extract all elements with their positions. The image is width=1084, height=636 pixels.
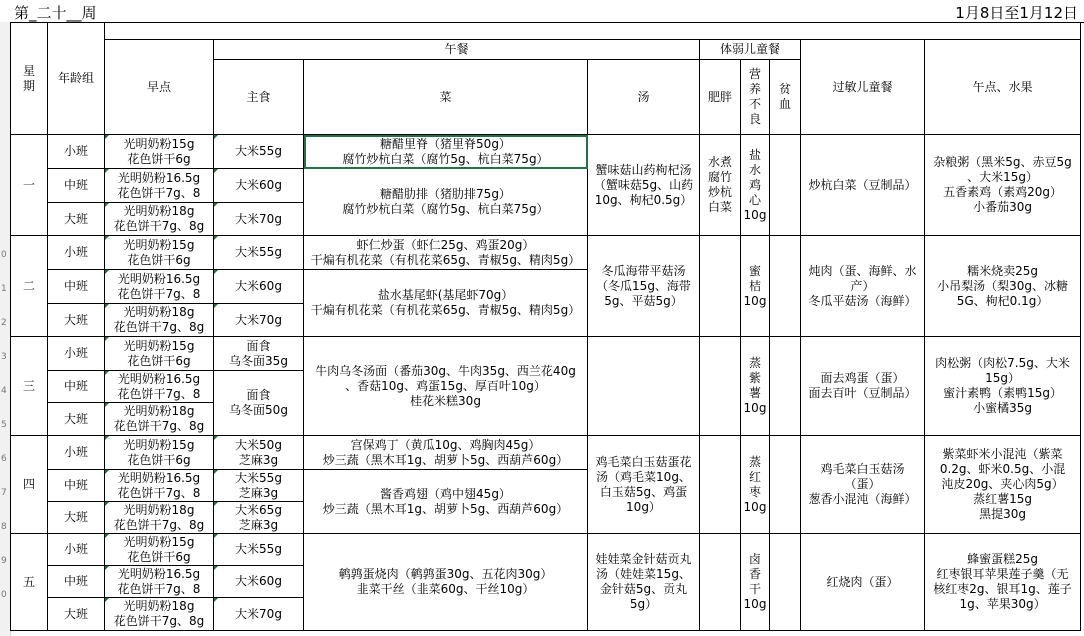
soup-cell[interactable]: [588, 236, 700, 337]
malnutrition-line: 10g: [743, 401, 767, 415]
snack-line: 核红枣2g、银耳1g、莲子: [933, 582, 1072, 596]
allergy-line: 面去百叶（豆制品）: [808, 386, 917, 400]
breakfast-line: 光明奶粉16.5g: [117, 170, 201, 185]
breakfast-cell[interactable]: [105, 236, 214, 270]
malnutrition-line: 紫: [748, 371, 761, 385]
header-obese[interactable]: 肥胖: [700, 60, 741, 135]
age-group-cell[interactable]: 小班: [48, 236, 105, 270]
allergy-cell[interactable]: [801, 337, 925, 436]
table-row: [11, 337, 1081, 371]
age-group-cell[interactable]: 大班: [48, 403, 105, 436]
breakfast-line: 花色饼干7g、8g: [113, 219, 205, 233]
age-group-cell[interactable]: 中班: [48, 270, 105, 304]
breakfast-line: 花色饼干7g、8: [117, 286, 201, 301]
staple-line: 乌冬面50g: [229, 403, 288, 417]
allergy-line: 鸡毛菜白玉菇汤: [820, 462, 905, 476]
dish-line: 宫保鸡丁（黄瓜10g、鸡胸肉45g）: [350, 437, 541, 452]
malnutrition-line: 水: [748, 162, 761, 177]
soup-line: 冬瓜海带平菇汤: [601, 263, 686, 278]
breakfast-line: 光明奶粉15g: [123, 534, 195, 549]
age-group-cell[interactable]: 中班: [48, 371, 105, 403]
age-group-cell[interactable]: 小班: [48, 534, 105, 566]
breakfast-line: 光明奶粉16.5g: [117, 271, 201, 286]
obese-line: 腐竹: [707, 170, 732, 184]
staple-line: 芝麻3g: [238, 485, 279, 500]
dish-cell[interactable]: [304, 169, 588, 236]
staple-cell[interactable]: [214, 470, 304, 502]
snack-line: 、大米15g）: [967, 170, 1038, 184]
breakfast-line: 光明奶粉18g: [123, 599, 195, 613]
breakfast-line: 光明奶粉16.5g: [117, 470, 201, 485]
soup-line: 娃娃菜金针菇贡丸: [595, 552, 692, 566]
week-label[interactable]: 第_二十__周: [14, 4, 97, 22]
breakfast-cell[interactable]: [105, 371, 214, 403]
dish-line: 牛肉乌冬汤面（番茄30g、牛肉35g、西兰花40g: [315, 363, 576, 378]
snack-line: 小蜜橘35g: [973, 401, 1032, 415]
dish-line: 韭菜干丝（韭菜60g、干丝10g）: [356, 582, 535, 596]
breakfast-cell[interactable]: [105, 135, 214, 169]
age-group-cell[interactable]: 大班: [48, 304, 105, 337]
dish-line: 糖醋肋排（猪肋排75g）: [380, 187, 511, 201]
age-group-cell[interactable]: 小班: [48, 337, 105, 371]
snack-line: 紫菜虾米小混沌（紫菜: [942, 447, 1063, 461]
breakfast-cell[interactable]: [105, 534, 214, 566]
dish-line: 糖醋里脊（猪里脊50g）: [380, 136, 511, 151]
title-bar: [0, 0, 1084, 23]
staple-cell[interactable]: [214, 502, 304, 534]
snack-line: 糯米烧卖25g: [967, 263, 1038, 278]
staple-cell[interactable]: [214, 436, 304, 470]
breakfast-cell[interactable]: [105, 566, 214, 598]
snack-line: 五香素鸡（素鸡20g）: [943, 185, 1062, 199]
breakfast-cell[interactable]: [105, 502, 214, 534]
dish-cell[interactable]: [304, 135, 588, 169]
malnutrition-line: 心: [748, 192, 761, 207]
staple-line: 面食: [246, 338, 271, 353]
malnutrition-line: 蒸: [748, 454, 761, 469]
breakfast-line: 光明奶粉16.5g: [117, 566, 201, 581]
dish-line: 鹌鹑蛋烧肉（鹌鹑蛋30g、五花肉30g）: [338, 567, 553, 581]
soup-line: （蟹味菇5g、山药: [593, 177, 694, 192]
gutter-number: 3: [1, 352, 7, 362]
breakfast-line: 花色饼干6g: [127, 353, 191, 368]
allergy-cell[interactable]: [801, 236, 925, 337]
malnutrition-line: 薯: [748, 386, 761, 400]
header-lunch[interactable]: 午餐: [214, 40, 700, 60]
age-group-cell[interactable]: 小班: [48, 135, 105, 169]
malnutrition-line: 卤: [748, 552, 761, 566]
allergy-line: 冬瓜平菇汤（海鲜）: [808, 293, 917, 308]
staple-line: 大米70g: [235, 606, 282, 621]
staple-line: 大米60g: [235, 279, 282, 293]
allergy-line: 红烧肉（蛋）: [826, 574, 899, 589]
snack-cell[interactable]: [925, 436, 1081, 534]
dish-line: 酱香鸡翅（鸡中翅45g）: [380, 486, 511, 501]
dish-cell[interactable]: [304, 534, 588, 631]
staple-line: 大米70g: [235, 211, 282, 226]
snack-line: 小番茄30g: [973, 200, 1032, 214]
breakfast-line: 花色饼干7g、8: [117, 485, 201, 500]
age-group-cell[interactable]: 中班: [48, 169, 105, 203]
soup-line: 10g）: [626, 499, 661, 514]
snack-line: 黑提30g: [979, 507, 1026, 521]
header-malnutrition-text: 营养不良: [749, 67, 762, 126]
staple-cell[interactable]: [214, 566, 304, 598]
staple-line: 大米60g: [235, 574, 282, 588]
snack-line: 小吊梨汤（梨30g、冰糖: [937, 278, 1068, 293]
malnutrition-line: 蜜: [748, 263, 761, 278]
breakfast-cell[interactable]: [105, 337, 214, 371]
snack-cell[interactable]: [925, 534, 1081, 631]
header-snack[interactable]: 午点、水果: [925, 40, 1081, 135]
day-cell[interactable]: 一: [11, 135, 48, 236]
malnutrition-line: 干: [748, 582, 761, 596]
header-breakfast[interactable]: 早点: [105, 40, 214, 135]
malnutrition-line: 盐: [748, 147, 761, 162]
gutter-number: 0: [1, 250, 7, 260]
malnutrition-cell[interactable]: [741, 534, 770, 631]
dish-line: 腐竹炒杭白菜（腐竹5g、杭白菜75g）: [342, 202, 549, 216]
allergy-line: 炒杭白菜（豆制品）: [808, 177, 917, 192]
soup-line: 5g、平菇5g）: [604, 293, 683, 308]
soup-line: 汤（鸡毛菜10g、: [596, 469, 691, 484]
snack-line: 红枣银耳苹果莲子羹（无: [936, 567, 1069, 581]
allergy-cell[interactable]: [801, 135, 925, 236]
obese-cell[interactable]: [700, 436, 741, 534]
age-group-cell[interactable]: 大班: [48, 203, 105, 236]
soup-line: （冬瓜15g、海带: [596, 278, 691, 293]
breakfast-cell[interactable]: [105, 436, 214, 470]
header-day-text: 星期: [23, 63, 36, 93]
malnutrition-line: 10g: [743, 207, 767, 222]
breakfast-line: 光明奶粉18g: [123, 502, 195, 517]
age-group-cell[interactable]: 小班: [48, 436, 105, 470]
day-cell[interactable]: 五: [11, 534, 48, 631]
staple-line: 大米65g: [235, 502, 282, 517]
dish-line: 桂花米糕30g: [410, 393, 481, 408]
staple-line: 芝麻3g: [238, 517, 279, 532]
snack-cell[interactable]: [925, 236, 1081, 337]
malnutrition-line: 10g: [743, 597, 767, 611]
allergy-line: 产）: [850, 278, 875, 293]
breakfast-line: 花色饼干6g: [127, 151, 191, 166]
malnutrition-line: 10g: [743, 499, 767, 514]
staple-line: 芝麻3g: [238, 452, 279, 467]
staple-line: 乌冬面35g: [229, 353, 288, 368]
breakfast-cell[interactable]: [105, 470, 214, 502]
staple-cell[interactable]: [214, 203, 304, 236]
dish-line: 炒三蔬（黑木耳1g、胡萝卜5g、西葫芦60g）: [322, 501, 569, 516]
breakfast-cell[interactable]: [105, 270, 214, 304]
staple-line: 面食: [246, 388, 271, 402]
gutter-number: 2: [1, 318, 7, 328]
header-anemia-text: 贫血: [779, 82, 792, 111]
breakfast-cell[interactable]: [105, 403, 214, 436]
dish-cell[interactable]: [304, 470, 588, 534]
breakfast-line: 花色饼干7g、8g: [113, 419, 205, 433]
allergy-cell[interactable]: [801, 534, 925, 631]
obese-line: 水煮: [707, 155, 732, 169]
malnutrition-line: 桔: [748, 278, 761, 293]
table-row: [11, 236, 1081, 270]
weekly-menu-table: [10, 22, 1081, 631]
age-group-cell[interactable]: 大班: [48, 502, 105, 534]
breakfast-cell[interactable]: [105, 203, 214, 236]
obese-cell[interactable]: [700, 534, 741, 631]
anemia-cell[interactable]: [770, 436, 801, 534]
gutter-number: 4: [1, 386, 7, 396]
breakfast-line: 花色饼干6g: [127, 252, 191, 267]
breakfast-cell[interactable]: [105, 304, 214, 337]
breakfast-line: 光明奶粉18g: [123, 204, 195, 218]
staple-cell[interactable]: [214, 337, 304, 371]
allergy-line: 葱香小混沌（海鲜）: [808, 492, 917, 506]
header-dish[interactable]: 菜: [304, 60, 588, 135]
header-day[interactable]: [11, 23, 48, 135]
malnutrition-line: 枣: [748, 484, 761, 499]
breakfast-line: 花色饼干7g、8g: [113, 517, 205, 532]
staple-cell[interactable]: [214, 169, 304, 203]
breakfast-line: 光明奶粉15g: [123, 437, 195, 452]
obese-cell[interactable]: [700, 337, 741, 436]
day-cell[interactable]: 四: [11, 436, 48, 534]
obese-line: 炒杭: [707, 185, 732, 199]
staple-cell[interactable]: [214, 270, 304, 304]
malnutrition-cell[interactable]: [741, 337, 770, 436]
breakfast-line: 光明奶粉15g: [123, 338, 195, 353]
soup-cell[interactable]: [588, 135, 700, 236]
breakfast-line: 光明奶粉15g: [123, 136, 195, 151]
soup-line: 金针菇5g、贡丸: [599, 582, 688, 596]
allergy-line: 炖肉（蛋、海鲜、水: [808, 263, 917, 278]
dish-cell[interactable]: [304, 436, 588, 470]
soup-line: 蟹味菇山药枸杞汤: [595, 162, 692, 177]
staple-cell[interactable]: [214, 236, 304, 270]
header-staple[interactable]: 主食: [214, 60, 304, 135]
gutter-number: 0: [1, 590, 7, 600]
staple-cell[interactable]: [214, 135, 304, 169]
snack-line: 15g）: [985, 371, 1020, 385]
soup-cell[interactable]: [588, 436, 700, 534]
dish-cell[interactable]: [304, 236, 588, 270]
gutter-number: 6: [1, 454, 7, 464]
staple-line: 大米55g: [235, 245, 282, 259]
breakfast-line: 光明奶粉15g: [123, 237, 195, 252]
header-weak-meal[interactable]: 体弱儿童餐: [700, 40, 801, 60]
breakfast-line: 花色饼干7g、8: [117, 386, 201, 401]
age-group-cell[interactable]: 大班: [48, 598, 105, 631]
staple-cell[interactable]: [214, 598, 304, 631]
day-cell[interactable]: 二: [11, 236, 48, 337]
dish-line: 虾仁炒蛋（虾仁25g、鸡蛋20g）: [356, 237, 535, 252]
anemia-cell[interactable]: [770, 534, 801, 631]
date-range[interactable]: 1月8日至1月12日: [955, 4, 1078, 22]
anemia-cell[interactable]: [770, 135, 801, 236]
breakfast-line: 花色饼干7g、8: [117, 581, 201, 596]
soup-cell[interactable]: [588, 534, 700, 631]
staple-line: 大米50g: [235, 437, 282, 452]
staple-line: 大米55g: [235, 542, 282, 556]
gutter-number: 5: [1, 420, 7, 430]
anemia-cell[interactable]: [770, 337, 801, 436]
breakfast-line: 花色饼干7g、8g: [113, 320, 205, 334]
snack-line: 蜂蜜蛋糕25g: [967, 552, 1038, 566]
soup-line: 10g、枸杞0.5g）: [594, 192, 693, 207]
gutter-number: 8: [1, 522, 7, 532]
breakfast-line: 花色饼干6g: [127, 452, 191, 467]
obese-cell[interactable]: [700, 236, 741, 337]
allergy-line: 面去鸡蛋（蛋）: [820, 371, 905, 385]
breakfast-line: 光明奶粉18g: [123, 404, 195, 418]
header-blank-row[interactable]: [105, 23, 1081, 40]
table-row: [11, 135, 1081, 169]
staple-line: 大米55g: [235, 470, 282, 485]
malnutrition-line: 香: [748, 567, 761, 581]
dish-line: 干煸有机花菜（有机花菜65g、青椒5g、精肉5g）: [310, 252, 581, 267]
header-allergy[interactable]: 过敏儿童餐: [801, 40, 925, 135]
snack-line: 杂粮粥（黑米5g、赤豆5g: [933, 155, 1072, 169]
soup-cell[interactable]: [588, 337, 700, 436]
allergy-line: （蛋）: [844, 477, 881, 491]
breakfast-line: 光明奶粉16.5g: [117, 371, 201, 386]
malnutrition-line: 鸡: [748, 177, 761, 192]
gutter-number: 7: [1, 488, 7, 498]
malnutrition-line: 红: [748, 469, 761, 484]
snack-line: 沌皮20g、夹心肉5g）: [941, 477, 1064, 491]
dish-line: 、香菇10g、鸡蛋15g、厚百叶10g）: [345, 378, 546, 393]
breakfast-cell[interactable]: [105, 598, 214, 631]
snack-cell[interactable]: [925, 135, 1081, 236]
staple-cell[interactable]: [214, 304, 304, 337]
obese-line: 白菜: [707, 200, 732, 214]
soup-line: 5g）: [629, 597, 658, 611]
malnutrition-line: 蒸: [748, 356, 761, 370]
age-group-cell[interactable]: 中班: [48, 470, 105, 502]
staple-line: 大米55g: [235, 144, 282, 158]
breakfast-line: 花色饼干7g、8: [117, 185, 201, 200]
dish-cell[interactable]: [304, 337, 588, 436]
snack-line: 肉松粥（肉松7.5g、大米: [935, 356, 1070, 370]
header-malnutrition[interactable]: [741, 60, 770, 135]
malnutrition-cell[interactable]: [741, 135, 770, 236]
table-row: [11, 436, 1081, 470]
anemia-cell[interactable]: [770, 236, 801, 337]
staple-line: 大米60g: [235, 178, 282, 192]
malnutrition-line: 10g: [743, 293, 767, 308]
breakfast-line: 光明奶粉18g: [123, 305, 195, 319]
age-group-cell[interactable]: 中班: [48, 566, 105, 598]
dish-line: 盐水基尾虾(基尾虾70g）: [377, 288, 514, 302]
allergy-cell[interactable]: [801, 436, 925, 534]
header-soup[interactable]: 汤: [588, 60, 700, 135]
obese-cell[interactable]: [700, 135, 741, 236]
breakfast-line: 花色饼干6g: [127, 549, 191, 564]
gutter-number: 1: [1, 284, 7, 294]
malnutrition-cell[interactable]: [741, 436, 770, 534]
soup-line: 白玉菇5g、鸡蛋: [599, 484, 688, 499]
breakfast-line: 花色饼干7g、8g: [113, 614, 205, 628]
table-row: [11, 534, 1081, 566]
snack-cell[interactable]: [925, 337, 1081, 436]
dish-line: 腐竹炒杭白菜（腐竹5g、杭白菜75g）: [342, 151, 549, 166]
snack-line: 0.2g、虾米0.5g、小混: [939, 462, 1066, 476]
gutter-number: 9: [1, 556, 7, 566]
day-cell[interactable]: 三: [11, 337, 48, 436]
snack-line: 1g、苹果30g）: [959, 597, 1046, 611]
snack-line: 5G、枸杞0.1g）: [956, 293, 1049, 308]
malnutrition-cell[interactable]: [741, 236, 770, 337]
snack-line: 蒸红薯15g: [973, 492, 1032, 506]
dish-line: 干煸有机花菜（有机花菜65g、青椒5g、精肉5g）: [310, 303, 581, 317]
staple-line: 大米70g: [235, 312, 282, 327]
staple-cell[interactable]: [214, 534, 304, 566]
breakfast-cell[interactable]: [105, 169, 214, 203]
staple-cell[interactable]: [214, 371, 304, 436]
soup-line: 汤（娃娃菜15g、: [596, 567, 691, 581]
soup-line: 鸡毛菜白玉菇蛋花: [595, 454, 692, 469]
header-age-group[interactable]: 年龄组: [48, 23, 105, 135]
header-anemia[interactable]: [770, 60, 801, 135]
dish-line: 炒三蔬（黑木耳1g、胡萝卜5g、西葫芦60g）: [322, 452, 569, 467]
snack-line: 蜜汁素鸭（素鸭15g）: [943, 386, 1062, 400]
dish-cell[interactable]: [304, 270, 588, 337]
